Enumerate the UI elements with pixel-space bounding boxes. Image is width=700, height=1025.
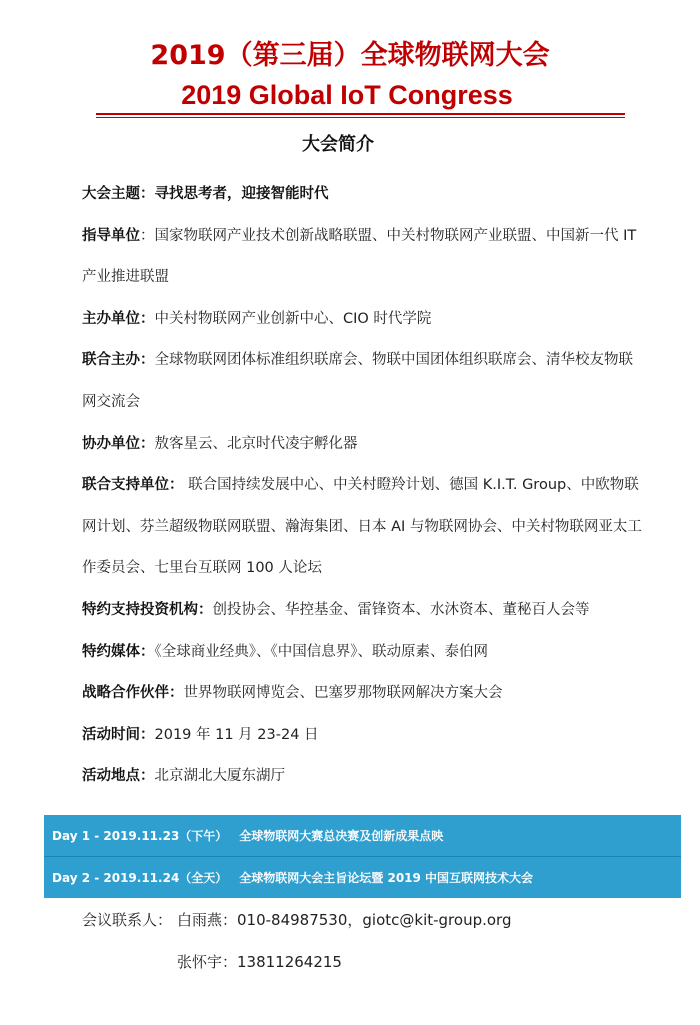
info-value: 敖客星云、北京时代凌宇孵化器 [154,435,358,452]
info-value: 2019 年 11 月 23-24 日 [154,726,319,743]
info-row-media [82,632,642,674]
info-label: 活动时间： [82,726,155,743]
schedule-day-text: 全球物联网大赛总决赛及创新成果点映 [239,829,444,843]
info-label: 联合主办： [82,352,155,369]
info-label: 特约支持投资机构： [82,601,213,618]
info-row-time [82,715,642,757]
info-value: 北京湖北大厦东湖厅 [154,768,285,785]
section-title: 大会简介 [302,134,374,155]
info-label: 指导单位 [82,227,140,244]
info-row-partners [82,673,642,715]
contact-line-1 [82,909,511,930]
info-row-co-host [82,340,642,423]
info-value: 联合国持续发展中心、中关村瞪羚计划、德国 K.I.T. Group、中欧物联网计划、芬兰超级物联网联盟、瀚海集团、日本 AI 与物联网协会、中关村物联网亚太工作委员会、七里台互联网 100 人论坛 [82,477,642,577]
info-value: 世界物联网博览会、巴塞罗那物联网解决方案大会 [183,685,503,702]
info-row-supporters [82,465,642,590]
title-divider-thick [96,113,625,115]
schedule-day-1 [44,815,681,857]
info-row-host [82,299,642,341]
title-english: 2019 Global IoT Congress [181,80,513,110]
contact-person-2: 张怀宇：13811264215 [177,953,342,971]
info-row-guidance [82,216,642,299]
info-value: 创投协会、华控基金、雷锋资本、水沐资本、董秘百人会等 [212,601,590,618]
title-chinese: 2019（第三届）全球物联网大会 [150,40,550,71]
info-value: 中关村物联网产业创新中心、CIO 时代学院 [154,310,432,327]
info-label: 活动地点： [82,768,155,785]
info-label: 大会主题： [82,186,155,202]
schedule-day-label: Day 1 - 2019.11.23（下午） [52,829,228,843]
title-divider-thin [96,117,625,118]
info-value: 《全球商业经典》、《中国信息界》、联动原素、泰伯网 [154,643,488,660]
info-value: 寻找思考者，迎接智能时代 [154,186,329,202]
info-label: 特约媒体： [82,643,155,660]
schedule-day-2 [44,856,681,898]
info-row-theme [82,174,642,216]
info-row-investors [82,590,642,632]
schedule-day-label: Day 2 - 2019.11.24（全天） [52,871,228,885]
schedule-day-text: 全球物联网大会主旨论坛暨 2019 中国互联网技术大会 [239,871,534,885]
info-row-co-organizer [82,424,642,466]
info-label: 联合支持单位： [82,477,184,494]
info-label: 协办单位： [82,435,155,452]
contact-line-2 [82,951,342,972]
info-label: 战略合作伙伴： [82,685,184,702]
info-value: 全球物联网团体标准组织联席会、物联中国团体组织联席会、清华校友物联网交流会 [82,352,633,410]
info-value: ：国家物联网产业技术创新战略联盟、中关村物联网产业联盟、中国新一代 IT 产业推进联盟 [82,227,637,286]
info-label: 主办单位： [82,310,155,327]
info-list [82,174,642,798]
contact-label: 会议联系人： [82,911,173,929]
contact-person-1: 白雨燕：010-84987530，giotc@kit-group.org [177,911,512,929]
info-row-venue [82,756,642,798]
